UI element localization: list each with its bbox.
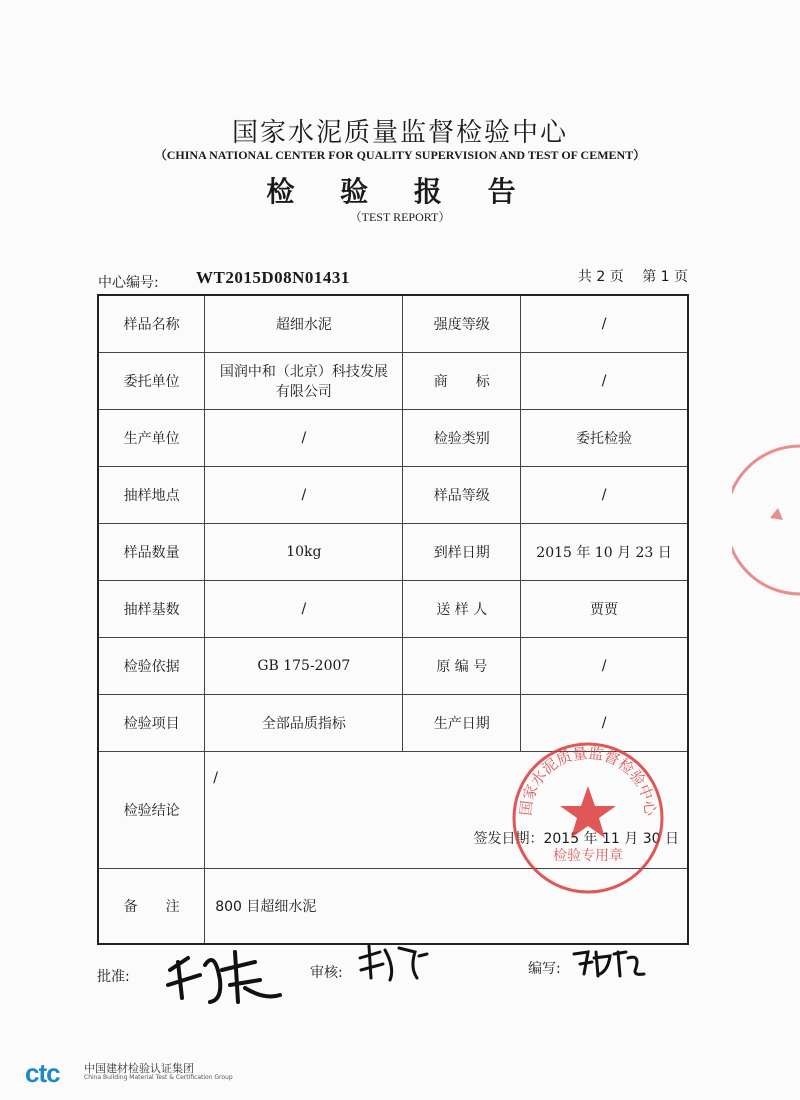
review-label: 审核: — [310, 965, 343, 981]
strength-grade-value: / — [521, 295, 688, 353]
producer-label: 生产单位 — [98, 410, 205, 467]
partial-seal — [732, 440, 800, 600]
org-name-en: （CHINA NATIONAL CENTER FOR QUALITY SUPERVISION AND TEST OF CEMENT） — [154, 148, 646, 162]
client-value — [205, 353, 403, 410]
basis-value: GB 175-2007 — [205, 638, 403, 695]
original-no-label: 原 编 号 — [403, 638, 521, 695]
table-row — [98, 524, 688, 581]
footer-company-cn: 中国建材检验认证集团 — [84, 1062, 194, 1075]
issue-date: 签发日期：2015 年 11 月 30 日 — [473, 831, 679, 847]
doc-title-en: （TEST REPORT） — [349, 210, 451, 224]
sample-grade-value: / — [521, 467, 688, 524]
sampling-site-label: 抽样地点 — [98, 467, 205, 524]
stamp-bottom-text: 检验专用章 — [553, 848, 623, 864]
client-line-1: 国润中和（北京）科技发展 — [219, 364, 388, 380]
table-row — [98, 467, 688, 524]
trademark-value: / — [521, 353, 688, 410]
report-meta — [98, 266, 688, 291]
center-no-label: 中心编号: — [98, 275, 159, 291]
items-value: 全部品质指标 — [205, 695, 403, 752]
client-line-2: 有限公司 — [275, 384, 332, 400]
stamp-star-icon — [560, 786, 616, 838]
trademark-label: 商 标 — [403, 353, 521, 410]
client-label: 委托单位 — [98, 353, 205, 410]
approver-signature — [160, 940, 290, 1010]
table-row — [98, 581, 688, 638]
items-label: 检验项目 — [98, 695, 205, 752]
sample-name-label: 样品名称 — [98, 295, 205, 353]
ctc-logo-icon: ctc — [25, 1058, 60, 1088]
official-stamp — [508, 738, 668, 898]
org-name: 国家水泥质量监督检验中心 — [231, 118, 568, 148]
footer-company-en: China Building Material Test & Certification Group — [84, 1074, 233, 1081]
arrival-date-label: 到样日期 — [403, 524, 521, 581]
conclusion-label: 检验结论 — [98, 752, 205, 869]
prepare-label: 编写: — [528, 961, 561, 977]
approve-label: 批准: — [97, 969, 130, 985]
production-date-value: / — [521, 695, 688, 752]
remarks-value: 800 目超细水泥 — [205, 869, 688, 945]
sampling-base-label: 抽样基数 — [98, 581, 205, 638]
test-type-label: 检验类别 — [403, 410, 521, 467]
sampling-base-value: / — [205, 581, 403, 638]
sample-name-value: 超细水泥 — [205, 295, 403, 353]
strength-grade-label: 强度等级 — [403, 295, 521, 353]
basis-label: 检验依据 — [98, 638, 205, 695]
table-row — [98, 638, 688, 695]
page-info — [564, 266, 688, 286]
total-pages: 共 2 页 — [577, 269, 624, 285]
sample-qty-value: 10kg — [205, 524, 403, 581]
sample-grade-label: 样品等级 — [403, 467, 521, 524]
sender-value: 贾贾 — [521, 581, 688, 638]
preparer-signature — [570, 944, 650, 984]
reviewer-signature — [355, 938, 435, 988]
table-row — [98, 295, 688, 353]
sampling-site-value: / — [205, 467, 403, 524]
production-date-label: 生产日期 — [403, 695, 521, 752]
arrival-date-value: 2015 年 10 月 23 日 — [521, 524, 688, 581]
producer-value: / — [205, 410, 403, 467]
center-no-value: WT2015D08N01431 — [196, 268, 350, 287]
stamp-arc-text: 国家水泥质量监督检验中心 — [516, 743, 660, 817]
conclusion-value: / — [213, 770, 218, 786]
original-no-value: / — [521, 638, 688, 695]
sample-qty-label: 样品数量 — [98, 524, 205, 581]
remarks-label: 备 注 — [98, 869, 205, 945]
doc-title: 检 验 报 告 — [266, 175, 534, 208]
page-number: 第 1 页 — [642, 269, 688, 285]
table-row — [98, 410, 688, 467]
test-type-value: 委托检验 — [521, 410, 688, 467]
sender-label: 送 样 人 — [403, 581, 521, 638]
table-row — [98, 353, 688, 410]
